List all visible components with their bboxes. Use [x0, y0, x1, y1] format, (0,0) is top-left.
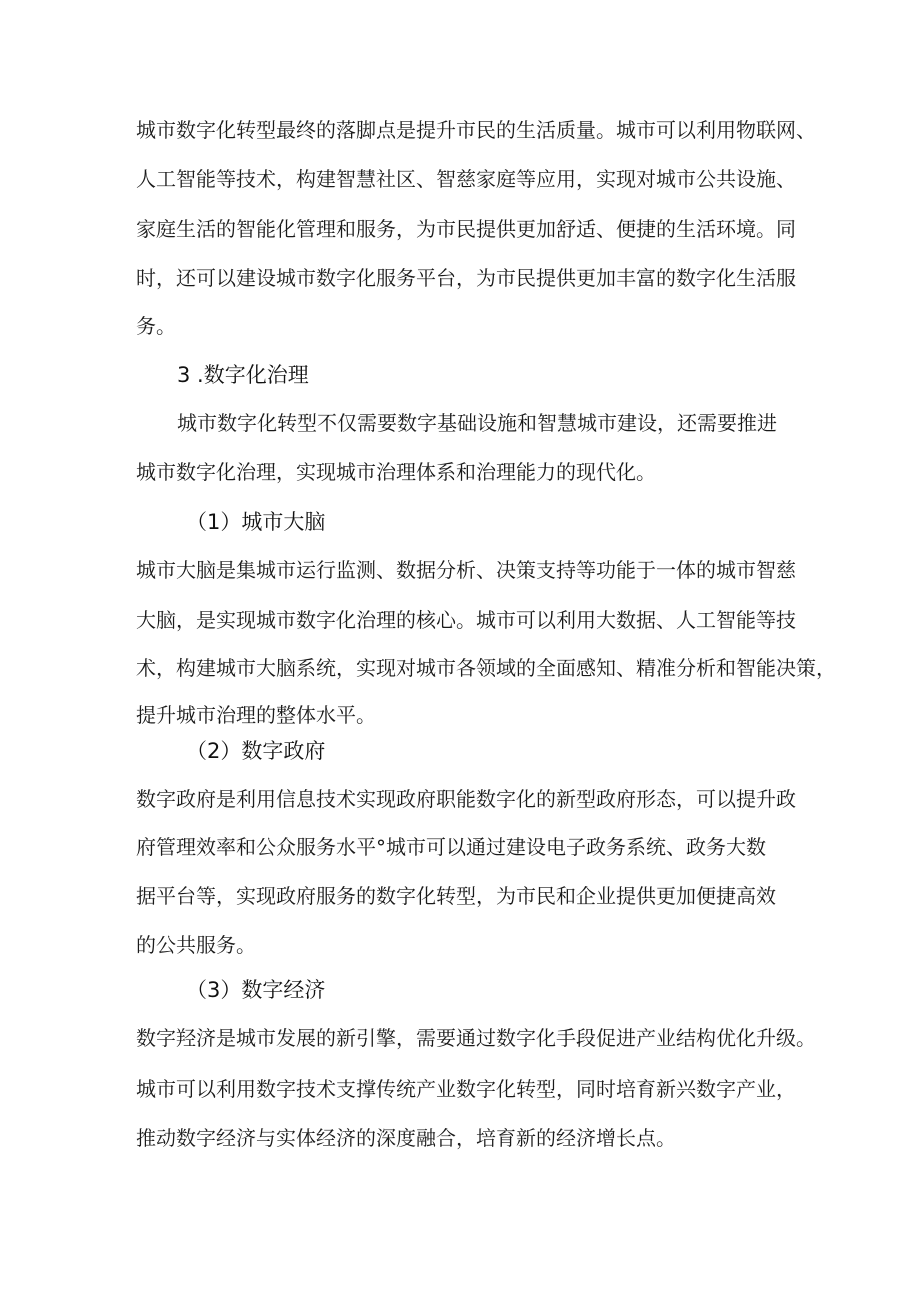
paragraph-line: 家庭生活的智能化管理和服务，为市民提供更加舒适、便捷的生活环境。同	[136, 217, 796, 241]
paragraph-line: 城市可以利用数字技术支撑传统产业数字化转型，同时培育新兴数字产业，	[136, 1077, 796, 1101]
paragraph-line: 推动数字经济与实体经济的深度融合，培育新的经济增长点。	[136, 1126, 676, 1150]
paragraph-line: 术，构建城市大脑系统，实现对城市各领域的全面感知、精准分析和智能决策，	[136, 656, 836, 680]
paragraph-line: 数字政府是利用信息技术实现政府职能数字化的新型政府形态，可以提升政	[136, 787, 796, 811]
paragraph-line: 时，还可以建设城市数字化服务平台，为市民提供更加丰富的数字化生活服	[136, 266, 796, 290]
subsection-heading-digital-economy: （3）数字经济	[186, 978, 326, 1002]
paragraph-line: 据平台等，实现政府服务的数字化转型，为市民和企业提供更加便捷高效	[136, 884, 776, 908]
paragraph-line: 数字羟济是城市发展的新引擎，需要通过数字化手段促进产业结构优化升级。	[136, 1026, 816, 1050]
subsection-heading-city-brain: （1）城市大脑	[186, 510, 326, 534]
subsection-heading-digital-government: （2）数字政府	[186, 739, 326, 763]
paragraph-line: 城市大脑是集城市运行监测、数据分析、决策支持等功能于一体的城市智慈	[136, 558, 796, 582]
paragraph-line: 大脑，是实现城市数字化治理的核心。城市可以利用大数据、人工智能等技	[136, 608, 796, 632]
paragraph-line: 府管理效率和公众服务水平°城市可以通过建设电子政务系统、政务大数	[136, 835, 766, 859]
paragraph-line: 的公共服务。	[136, 933, 256, 957]
paragraph-line: 城市数字化转型不仅需要数字基础设施和智慧城市建设，还需要推进	[177, 411, 777, 435]
paragraph-line: 人工智能等技术，构建智慧社区、智慈家庭等应用，实现对城市公共设施、	[136, 167, 796, 191]
paragraph-line: 务。	[136, 314, 176, 338]
paragraph-line: 提升城市治理的整体水平。	[136, 703, 376, 727]
paragraph-line: 城市数字化转型最终的落脚点是提升市民的生活质量。城市可以利用物联网、	[136, 118, 816, 142]
section-heading: 3 .数字化治理	[177, 363, 309, 387]
paragraph-line: 城市数字化治理，实现城市治理体系和治理能力的现代化。	[136, 460, 656, 484]
